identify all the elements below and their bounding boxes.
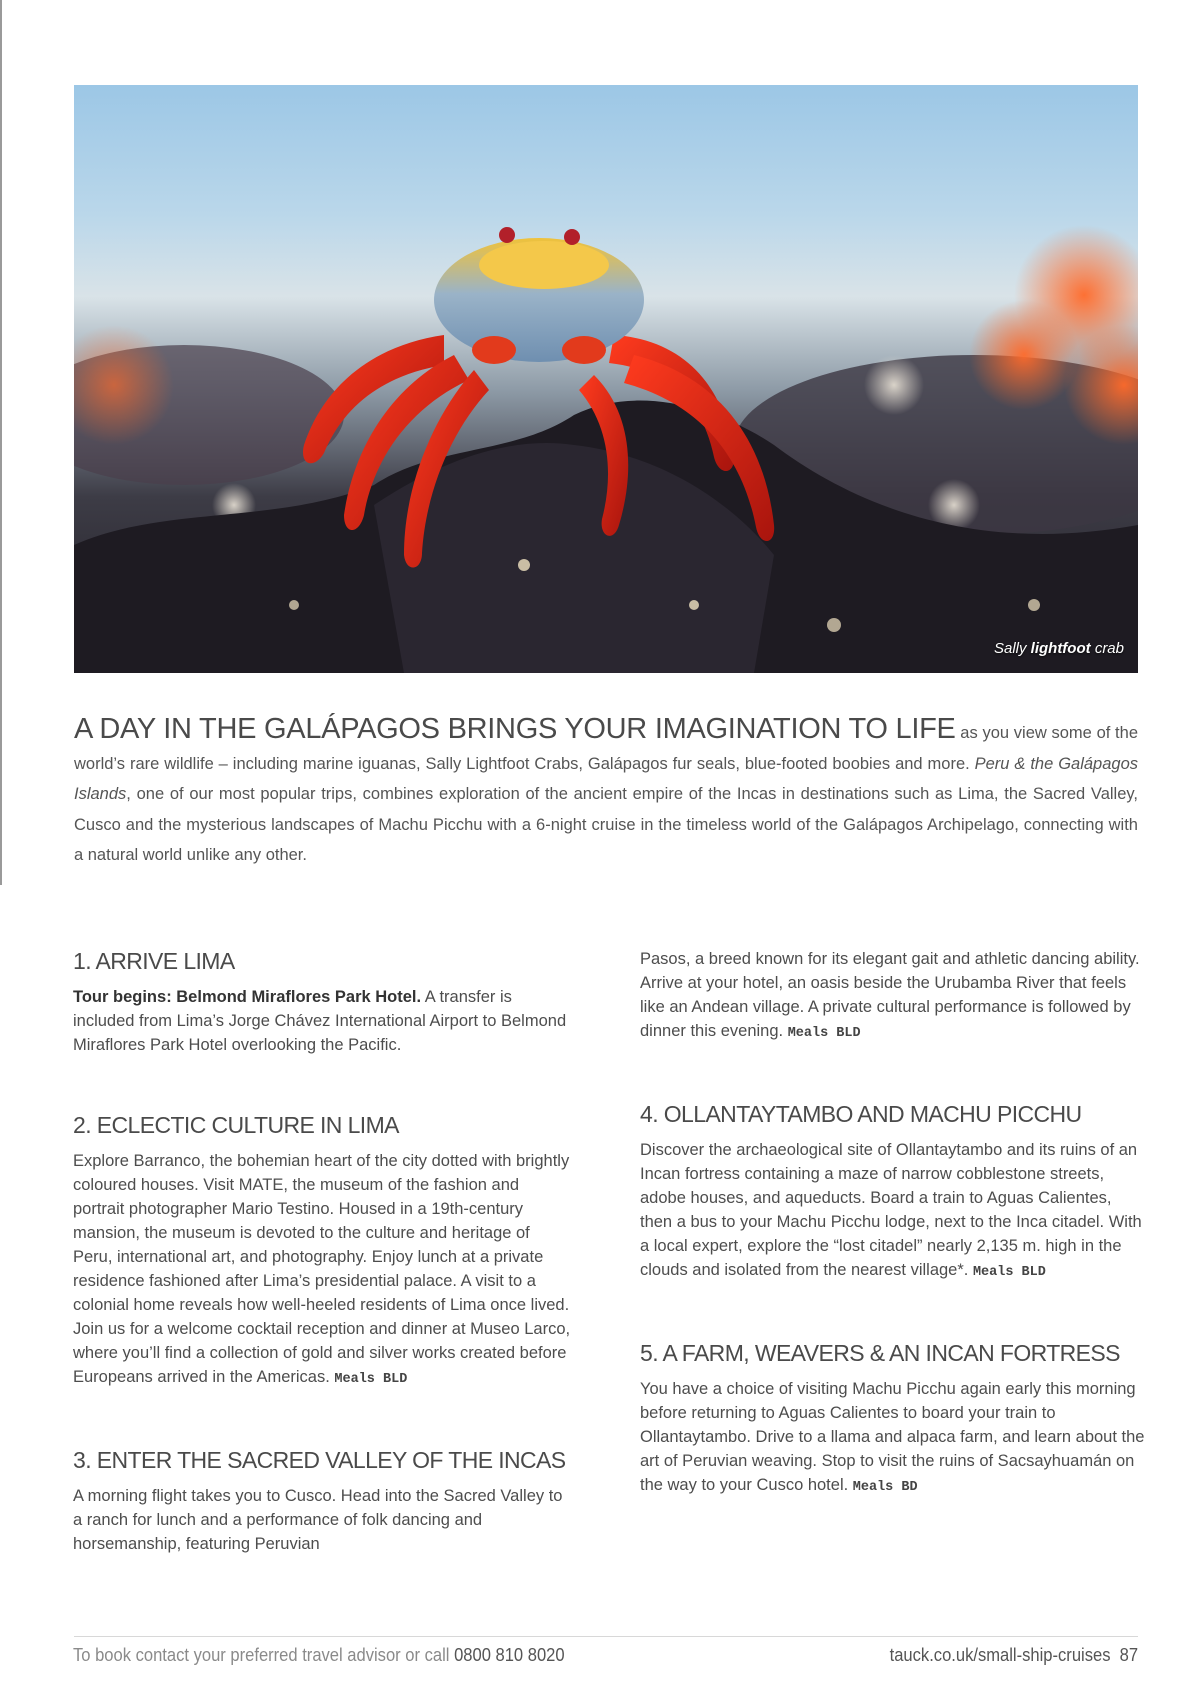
day-text: Explore Barranco, the bohemian heart of the city dotted with brightly coloured houses. Visit MATE, the museum of the fashion and portrait photographer Mario Testino. Housed in a 19th-century mansion, the museum is devoted to the culture and heritage of Peru, international art, and photography. Enjoy lunch at a private residence fashioned after Lima’s presidential palace. A visit to a colonial home reveals how well-heeled residents of Lima once lived. Join us for a welcome cocktail reception and dinner at Museo Larco, where you’ll find a collection of gold and silver works created before Europeans arrived in the Americas. Meals BLD xyxy=(73,1152,571,1387)
day-text: A morning flight takes you to Cusco. Head into the Sacred Valley to a ranch for lunch and a performance of folk dancing and horsemanship, featuring Peruvian xyxy=(73,1487,563,1553)
photo-caption: Sally lightfoot crab xyxy=(993,640,1124,657)
hero-photo-sally-lightfoot-crab xyxy=(74,85,1138,673)
day-text: Pasos, a breed known for its elegant gait and athletic dancing ability. Arrive at your hotel, an oasis beside the Urubamba River that feels like an Andean village. A private cultural performance is followed by dinner this evening. Meals BLD xyxy=(640,950,1140,1041)
day-text: Discover the archaeological site of Ollantaytambo and its ruins of an Incan fortress containing a maze of narrow cobblestone streets, adobe houses, and aqueducts. Board a train to Aguas Calientes, then a bus to your Machu Picchu lodge, next to the Inca citadel. With a local expert, explore the “lost citadel” nearly 2,135 m. high in the clouds and isolated from the nearest village*. Meals BLD xyxy=(640,1141,1142,1280)
day-heading: 1. ARRIVE LIMA xyxy=(73,948,235,974)
trip-name: Peru & the Galápagos Islands xyxy=(74,754,1138,803)
footer-phone[interactable]: 0800 810 8020 xyxy=(454,1645,565,1665)
day-heading: 4. OLLANTAYTAMBO AND MACHU PICCHU xyxy=(640,1101,1082,1127)
itinerary-column-right xyxy=(640,947,1145,1500)
day-heading: 2. ECLECTIC CULTURE IN LIMA xyxy=(73,1112,399,1138)
page-edge-line xyxy=(0,0,2,885)
page-number: 87 xyxy=(1119,1645,1138,1665)
meals-label: Meals BD xyxy=(852,1480,918,1495)
day-text: You have a choice of visiting Machu Picchu again early this morning before returning to Aguas Calientes to board your train to Ollantaytambo. Drive to a llama and alpaca farm, and learn about the art of Peruvian weaving. Stop to visit the ruins of Sacsayhuamán on the way to your Cusco hotel. Meals BD xyxy=(640,1380,1145,1495)
day-2 xyxy=(73,1111,573,1392)
tour-begins-lead: Tour begins: Belmond Miraflores Park Hotel. xyxy=(73,988,422,1006)
day-heading: 5. A FARM, WEAVERS & AN INCAN FORTRESS xyxy=(640,1340,1120,1366)
crab-illustration xyxy=(74,85,1138,673)
footer-url[interactable]: tauck.co.uk/small-ship-cruises xyxy=(889,1645,1111,1665)
intro-text-2: , one of our most popular trips, combines exploration of the ancient empire of the Incas in destinations such as Lima, the Sacred Valley, Cusco and the mysterious landscapes of Machu Picchu with a 6-night cruise in the timeless world of the Galápagos Archipelago, connecting with a natural world unlike any other. xyxy=(74,785,1138,864)
day-text: Tour begins: Belmond Miraflores Park Hotel. A transfer is included from Lima’s Jorge Chávez International Airport to Belmond Miraflores Park Hotel overlooking the Pacific. xyxy=(73,988,567,1054)
day-heading: 3. ENTER THE SACRED VALLEY OF THE INCAS xyxy=(73,1447,566,1473)
day-3 xyxy=(73,1446,573,1556)
intro-paragraph xyxy=(74,714,1138,871)
footer-right xyxy=(889,1645,1138,1666)
day-1 xyxy=(73,947,573,1057)
itinerary-column-left xyxy=(73,947,573,1556)
footer-divider xyxy=(74,1636,1138,1637)
intro-text-1: as you view some of the world’s rare wildlife – including marine iguanas, Sally Lightfoot Crabs, Galápagos fur seals, blue-footed boobies and more. xyxy=(74,724,1138,773)
day-3-continued xyxy=(640,947,1145,1046)
day-4 xyxy=(640,1100,1145,1285)
meals-label: Meals BLD xyxy=(334,1372,408,1387)
intro-heading: A DAY IN THE GALÁPAGOS BRINGS YOUR IMAGINATION TO LIFE xyxy=(74,713,956,745)
meals-label: Meals BLD xyxy=(787,1026,861,1041)
footer-booking-text: To book contact your preferred travel advisor or call 0800 810 8020 xyxy=(73,1645,565,1665)
day-5 xyxy=(640,1339,1145,1500)
meals-label: Meals BLD xyxy=(972,1265,1046,1280)
